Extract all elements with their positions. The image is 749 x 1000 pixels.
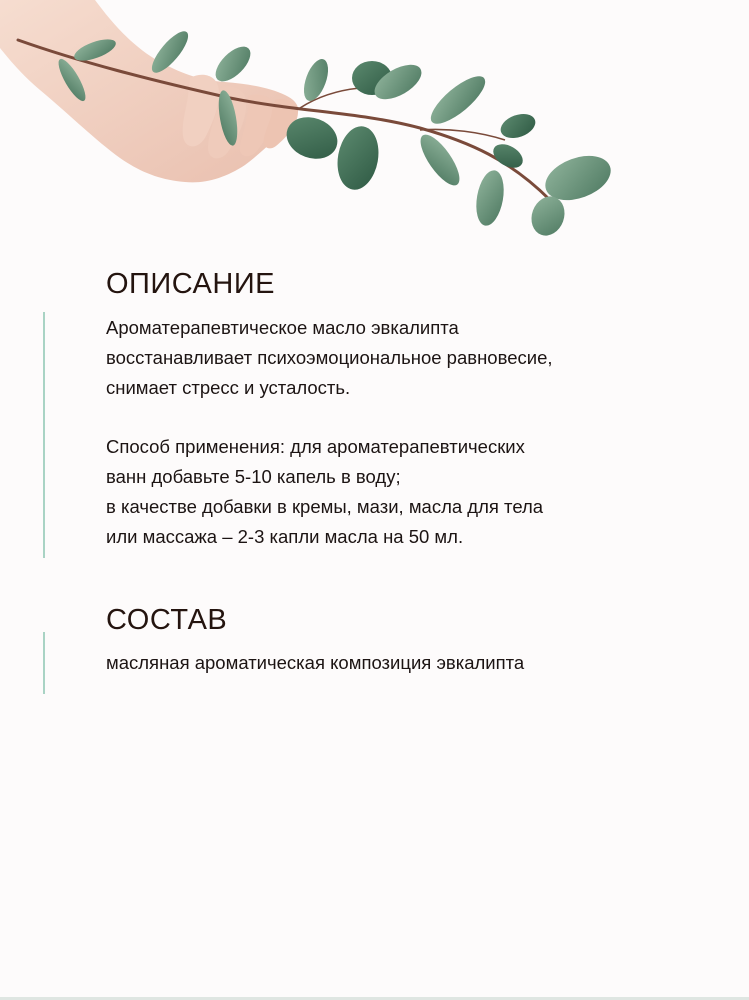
hero-illustration [0,0,749,250]
description-text [106,313,553,403]
composition-line: масляная ароматическая композиция эвкалипта [106,652,525,673]
usage-line: в качестве добавки в кремы, мази, масла для тела [106,496,544,517]
description-line: снимает стресс и усталость. [106,377,351,398]
description-line: Ароматерапевтическое масло эвкалипта [106,317,459,338]
hand-with-eucalyptus-icon [0,0,749,250]
description-accent-bar [43,312,45,558]
description-heading: ОПИСАНИЕ [106,268,276,300]
usage-text [106,432,543,552]
usage-line: или массажа – 2-3 капли масла на 50 мл. [106,526,464,547]
description-line: восстанавливает психоэмоциональное равновесие, [106,347,553,368]
composition-heading: СОСТАВ [106,604,228,636]
usage-line: Способ применения: для ароматерапевтических [106,436,525,457]
composition-text [106,648,524,678]
usage-line: ванн добавьте 5-10 капель в воду; [106,466,401,487]
composition-accent-bar [43,632,45,694]
